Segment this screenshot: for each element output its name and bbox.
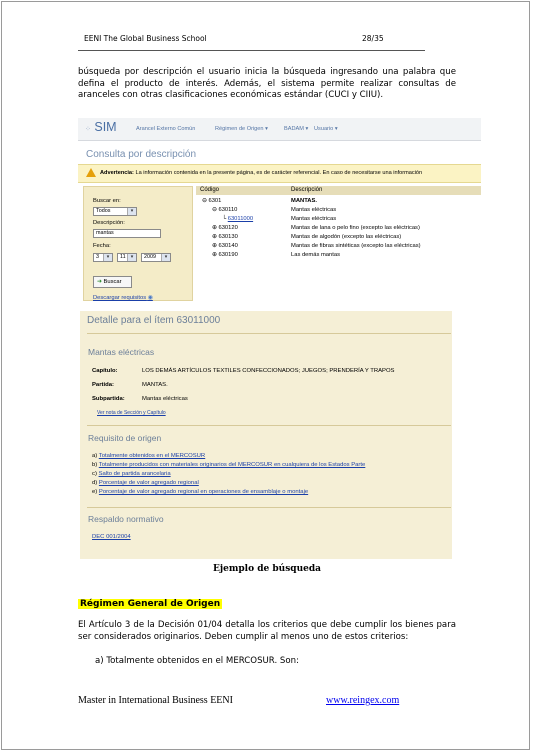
- footer-link[interactable]: www.reingex.com: [326, 695, 400, 706]
- table-row[interactable]: ⊖ 630110: [212, 207, 238, 213]
- sim-nav-bar: [78, 118, 481, 141]
- req-item-a[interactable]: a) Totalmente obtenidos en el MERCOSUR: [92, 453, 206, 459]
- table-row[interactable]: └ 63011000: [222, 216, 254, 222]
- nav-badam[interactable]: BADAM ▾: [284, 126, 309, 132]
- descripcion-input[interactable]: mantas: [93, 229, 161, 238]
- subpartida-value: Mantas eléctricas: [142, 396, 188, 402]
- detail-title: Detalle para el ítem 63011000: [87, 315, 221, 326]
- table-row[interactable]: ⊕ 630190: [212, 252, 238, 258]
- notes-link[interactable]: Ver nota de Sección y Capítulo: [97, 410, 166, 416]
- capitulo-value: LOS DEMÁS ARTÍCULOS TEXTILES CONFECCIONADOS; JUEGOS; PRENDERÍA Y TRAPOS: [142, 368, 395, 374]
- consulta-title: Consulta por descripción: [86, 149, 197, 160]
- arrow-right-icon: ➜: [97, 279, 102, 285]
- day-select[interactable]: 3 ▾: [93, 253, 113, 262]
- warning-icon: [86, 168, 96, 177]
- descripcion-label: Descripción:: [93, 220, 125, 226]
- table-row[interactable]: ⊕ 630130: [212, 234, 238, 240]
- partida-value: MANTAS.: [142, 382, 168, 388]
- sim-logo: ⁘ SIM: [85, 120, 117, 134]
- list-item-a: a) Totalmente obtenidos en el MERCOSUR. Son:: [95, 656, 299, 666]
- buscar-select[interactable]: Todos ▾: [93, 207, 137, 216]
- sim-search-screenshot: ⁘ SIM Arancel Externo Común Régimen de Origen ▾ BADAM ▾ Usuario ▾ Consulta por descripción Advertencia: La información contenida en la presente página, es de carácter referencial. En caso de necesitarse una información Buscar en: Todos ▾ Descripción: mantas Fecha: 3 ▾ 11 ▾ 2009 ▾ ➜ Buscar Descargar requisitos ◉ Código Descripción ⊖ 6301 MANTAS. ⊖ 630110 Mantas eléctricas └ 63011000 Mantas eléctricas ⊕ 630120 Mantas de lana o pelo fino (excepto las eléctricas) ⊕ 630130 Mantas de algodón (excepto las eléctricas) ⊕ 630140 Mantas de fibras sintéticas (excepto las eléctricas) ⊕ 630190 Las demás mantas: [78, 118, 481, 311]
- nav-usuario[interactable]: Usuario ▾: [314, 126, 338, 132]
- table-row[interactable]: ⊕ 630140: [212, 243, 238, 249]
- chevron-down-icon: ▾: [127, 208, 136, 215]
- col-descripcion: Descripción: [291, 187, 323, 193]
- nav-regimen[interactable]: Régimen de Origen ▾: [215, 126, 268, 132]
- table-row[interactable]: ⊕ 630120: [212, 225, 238, 231]
- buscar-button[interactable]: ➜ Buscar: [93, 276, 132, 288]
- req-item-d[interactable]: d) Porcentaje de valor agregado regional: [92, 480, 199, 486]
- requisito-title: Requisito de origen: [88, 433, 162, 443]
- detail-screenshot: [80, 311, 452, 559]
- header-rule: [78, 50, 425, 51]
- body-paragraph: El Artículo 3 de la Decisión 01/04 detalla los criterios que debe cumplir los bienes para ser considerados originarios. Deben cumplir al menos uno de estos criterios:: [78, 620, 456, 642]
- results-table-header: [196, 186, 481, 195]
- descargar-requisitos-link[interactable]: Descargar requisitos ◉: [93, 295, 153, 301]
- section-heading: Régimen General de Origen: [80, 599, 221, 609]
- month-select[interactable]: 11 ▾: [117, 253, 137, 262]
- respaldo-title: Respaldo normativo: [88, 514, 164, 524]
- req-item-e[interactable]: e) Porcentaje de valor agregado regional en operaciones de ensamblaje o montaje: [92, 489, 309, 495]
- help-icon: ◉: [147, 295, 153, 301]
- warning-banner: Advertencia: La información contenida en la presente página, es de carácter referencial. En caso de necesitarse una información: [78, 164, 481, 183]
- capitulo-label: Capítulo:: [92, 368, 118, 374]
- req-item-c[interactable]: c) Salto de partida arancelaria: [92, 471, 171, 477]
- subpartida-label: Subpartida:: [92, 396, 125, 402]
- buscar-label: Buscar en:: [93, 198, 121, 204]
- partida-label: Partida:: [92, 382, 114, 388]
- fecha-label: Fecha:: [93, 243, 111, 249]
- detail-subtitle: Mantas eléctricas: [88, 347, 155, 357]
- nav-arancel[interactable]: Arancel Externo Común: [136, 126, 196, 132]
- respaldo-link[interactable]: DEC 001/2004: [92, 534, 131, 540]
- intro-paragraph: búsqueda por descripción el usuario inicia la búsqueda ingresando una palabra que defina el producto de interés. Además, el sistema permite realizar consultas de aranceles con otras clasificaciones económicas estándar (CUCI y CIIU).: [78, 67, 456, 101]
- table-row[interactable]: ⊖ 6301: [202, 198, 222, 204]
- footer-left: Master in International Business EENI: [78, 695, 233, 706]
- search-form: [83, 186, 193, 301]
- col-codigo: Código: [200, 187, 220, 193]
- req-item-b[interactable]: b) Totalmente producidos con materiales originarios del MERCOSUR en cualquiera de los Estados Parte: [92, 462, 366, 468]
- year-select[interactable]: 2009 ▾: [141, 253, 171, 262]
- header-page-number: 28/35: [362, 34, 384, 43]
- header-school: EENI The Global Business School: [84, 34, 207, 43]
- figure-caption: Ejemplo de búsqueda: [213, 564, 321, 574]
